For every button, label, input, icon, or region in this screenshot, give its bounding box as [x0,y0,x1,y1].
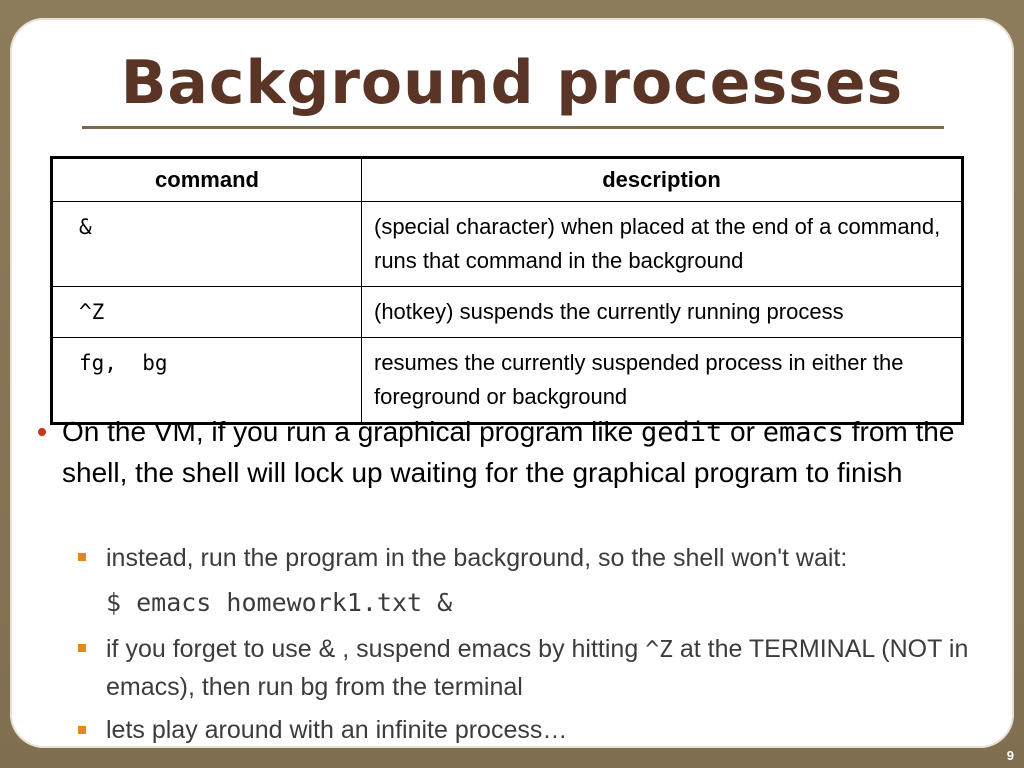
sub-bullet-1: instead, run the program in the background, so the shell won't wait: [106,544,848,572]
page-number: 9 [1006,748,1014,763]
main-bullet-text-1: On the VM, if you run a graphical program like [62,416,641,447]
command-cell: ^Z [52,287,362,338]
code-emacs: emacs [762,417,844,448]
sub-bullet-3: lets play around with an infinite process… [106,716,568,744]
table-row [52,202,963,287]
table-header-row [52,158,963,202]
sub-bullet-square-icon [78,553,86,561]
main-bullet-text-2: or [722,416,763,447]
sub-bullet-square-icon [78,726,86,734]
main-bullet-text-3: from the shell, the shell will lock up waiting for the graphical program to finish [62,416,955,488]
command-table [50,156,964,425]
example-command: $ emacs homework1.txt & [106,588,453,617]
bullet-dot-icon [38,428,46,436]
sub-bullet-2-text-2: at the TERMINAL (NOT in emacs), then run bg from the terminal [106,635,969,701]
header-description: description [362,158,963,202]
command-cell: fg, bg [52,338,362,424]
sub-bullet-square-icon [78,644,86,652]
code-ctrl-z: ^Z [645,637,673,663]
description-cell: (special character) when placed at the end of a command, runs that command in the background [362,202,963,287]
table-row [52,287,963,338]
command-cell: & [52,202,362,287]
main-bullet [62,412,962,493]
sub-bullet-2-text-1: if you forget to use & , suspend emacs by hitting [106,635,646,663]
description-cell: (hotkey) suspends the currently running process [362,287,963,338]
table-row [52,338,963,424]
slide-title: Background processes [120,48,904,118]
description-cell: resumes the currently suspended process in either the foreground or background [362,338,963,424]
code-gedit: gedit [640,417,723,448]
sub-bullet-2 [106,631,996,706]
header-command: command [52,158,362,202]
title-divider [82,126,944,129]
